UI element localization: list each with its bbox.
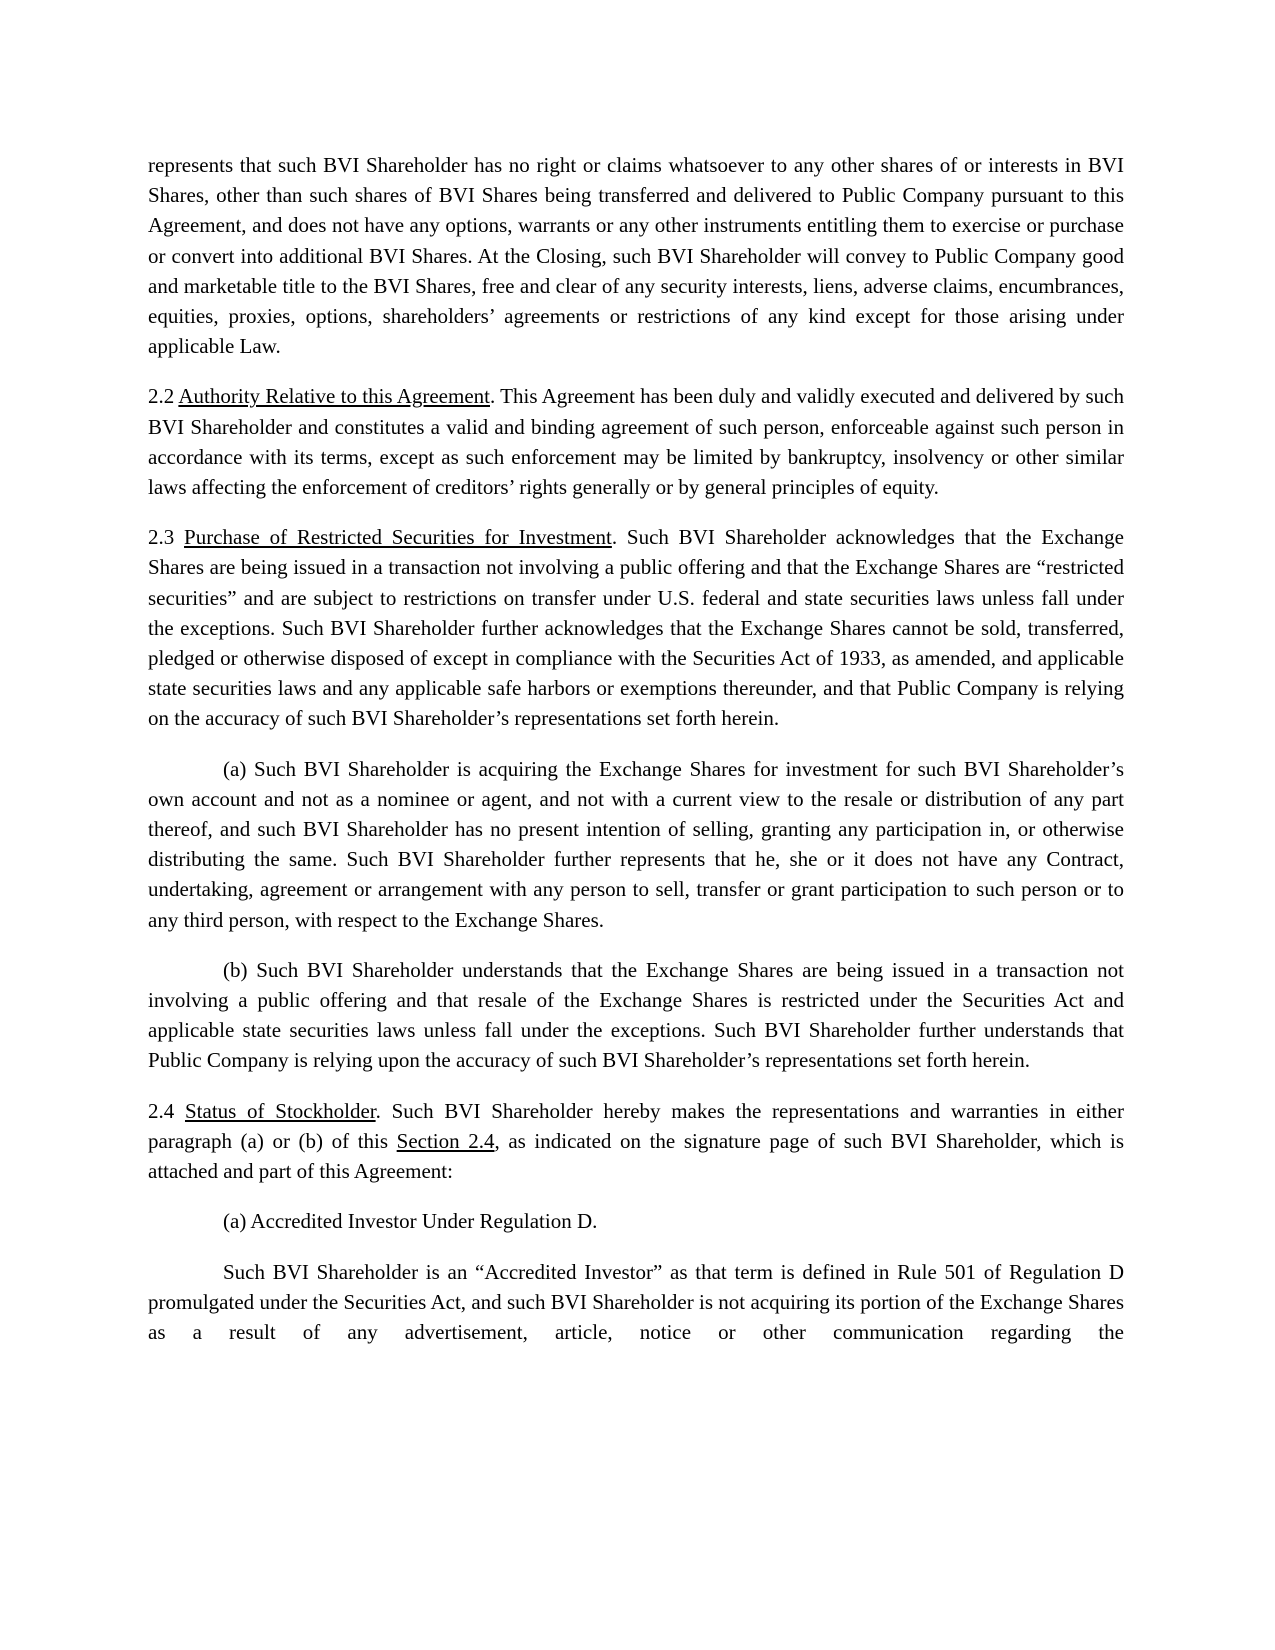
section-number: 2.2 — [148, 384, 179, 409]
section-heading: Purchase of Restricted Securities for Investment — [184, 525, 612, 550]
section-2-3-b: (b) Such BVI Shareholder understands that the Exchange Shares are being issued in a transaction not involving a public offering and that resale of the Exchange Shares is restricted under the Securities Act and applicable state securities laws unless fall under the exceptions. Such BVI Shareholder further understands that Public Company is relying upon the accuracy of such BVI Shareholder’s representations set forth herein. — [148, 957, 1124, 1073]
section-body: . Such BVI Shareholder hereby makes the representations and warranties in either paragraph (a) or (b) of this — [148, 1098, 1124, 1153]
section-2-4-a-body: Such BVI Shareholder is an “Accredited Investor” as that term is defined in Rule 501 of Regulation D promulgated under the Securities Act, and such BVI Shareholder is not acquiring its portion of the Exchange Shares as a result of any advertisement, article, notice or other communication regarding the — [148, 1259, 1124, 1344]
section-body: . Such BVI Shareholder acknowledges that the Exchange Shares are being issued in a transaction not involving a public offering and that the Exchange Shares are “restricted securities” and are subject to restrictions on transfer under U.S. federal and state securities laws unless fall under the exceptions. Such BVI Shareholder further acknowledges that the Exchange Shares cannot be sold, transferred, pledged or otherwise disposed of except in compliance with the Securities Act of 1933, as amended, and applicable state securities laws and any applicable safe harbors or exemptions thereunder, and that Public Company is relying on the accuracy of such BVI Shareholder’s representations set forth herein. — [148, 525, 1125, 731]
section-2-4-a-title: (a) Accredited Investor Under Regulation D. — [223, 1209, 598, 1234]
section-number: 2.3 — [148, 525, 185, 550]
section-2-3 — [148, 522, 1124, 733]
paragraph-continuation: represents that such BVI Shareholder has no right or claims whatsoever to any other shares of or interests in BVI Shares, other than such shares of BVI Shares being transferred and delivered to Public Company pursuant to this Agreement, and does not have any options, warrants or any other instruments entitling them to exercise or purchase or convert into additional BVI Shares. At the Closing, such BVI Shareholder will convey to Public Company good and marketable title to the BVI Shares, free and clear of any security interests, liens, adverse claims, encumbrances, equities, proxies, options, shareholders’ agreements or restrictions of any kind except for those arising under applicable Law. — [148, 153, 1124, 359]
section-body: . This Agreement has been duly and validly executed and delivered by such BVI Shareholder and constitutes a valid and binding agreement of such person, enforceable against such person in accordance with its terms, except as such enforcement may be limited by bankruptcy, insolvency or other similar laws affecting the enforcement of creditors’ rights generally or by general principles of equity. — [148, 384, 1124, 500]
section-reference: Section 2.4 — [396, 1128, 495, 1153]
document-body — [148, 150, 1124, 1367]
section-number: 2.4 — [148, 1098, 185, 1123]
section-heading: Status of Stockholder — [184, 1098, 376, 1123]
section-2-4 — [148, 1096, 1124, 1187]
section-2-3-a: (a) Such BVI Shareholder is acquiring the Exchange Shares for investment for such BVI Shareholder’s own account and not as a nominee or agent, and not with a current view to the resale or distribution of any part thereof, and such BVI Shareholder has no present intention of selling, granting any participation in, or otherwise distributing the same. Such BVI Shareholder further represents that he, she or it does not have any Contract, undertaking, agreement or arrangement with any person to sell, transfer or grant participation to such person or to any third person, with respect to the Exchange Shares. — [148, 756, 1124, 932]
section-body-continued: , as indicated on the signature page of such BVI Shareholder, which is attached and part of this Agreement: — [148, 1128, 1124, 1184]
section-2-2 — [148, 381, 1124, 502]
section-heading: Authority Relative to this Agreement — [178, 384, 490, 409]
